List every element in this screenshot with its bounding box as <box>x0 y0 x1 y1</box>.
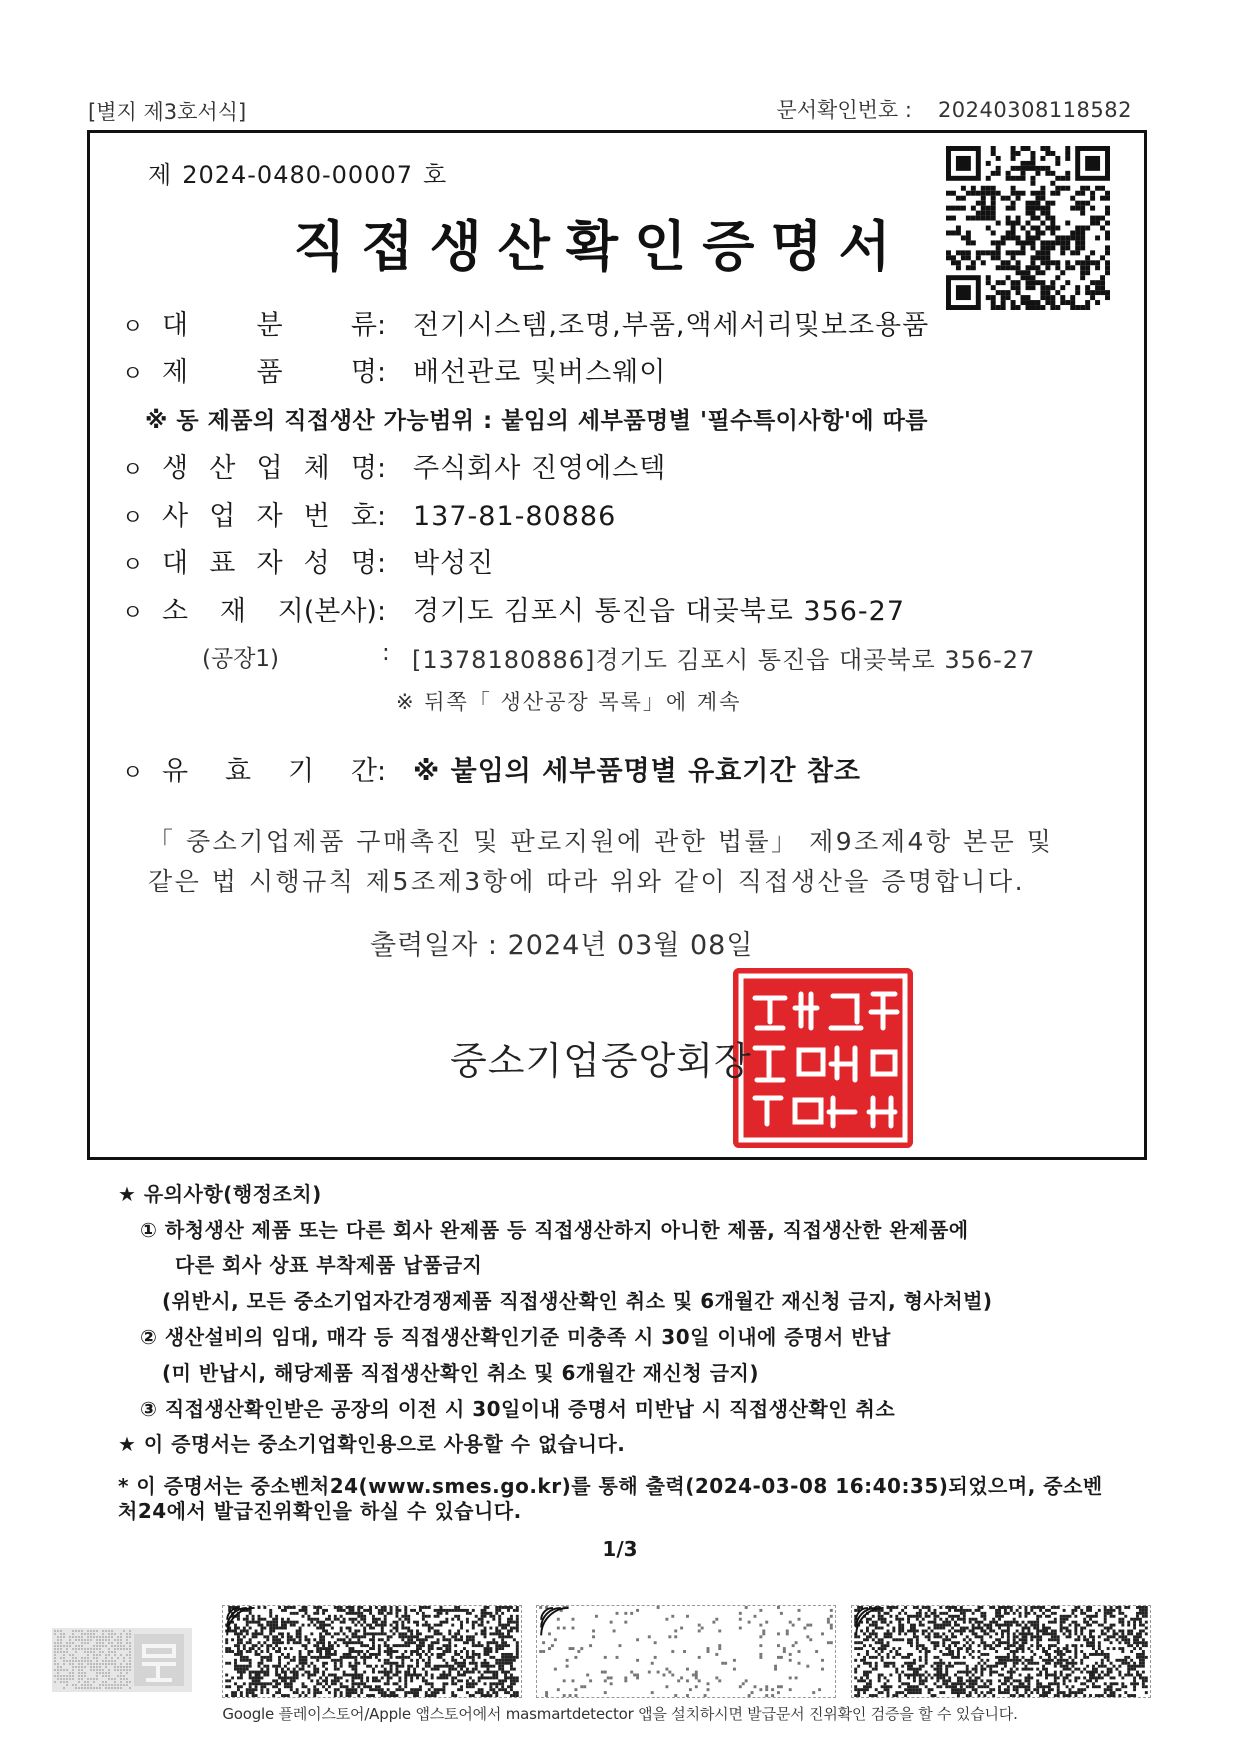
field-key-char: 업 <box>256 453 283 484</box>
field-key-char: 효 <box>224 756 252 787</box>
bullet-icon: ㅇ <box>122 315 144 340</box>
field-key-char: 기 <box>287 756 315 787</box>
doc-check-label: 문서확인번호 : <box>776 98 912 122</box>
field-key-char: 소 <box>162 596 189 627</box>
field-key-char: 제 <box>162 357 189 388</box>
cert-no-value: 2024-0480-00007 <box>182 161 414 189</box>
field-key-char: 자 <box>256 501 283 532</box>
field-value: 전기시스템,조명,부품,액세서리및보조용품 <box>413 310 930 341</box>
confirm-note: ★ 이 증명서는 중소기업확인용으로 사용할 수 없습니다. <box>118 1432 626 1456</box>
form-label: [별지 제3호서식] <box>88 100 247 124</box>
bullet-icon: ㅇ <box>122 506 144 531</box>
security-barcode-3-icon <box>851 1605 1151 1698</box>
security-barcode-2-icon <box>536 1605 836 1698</box>
field-value: 배선관로 및버스웨이 <box>413 357 667 388</box>
legal-text-line2: 같은 법 시행규칙 제5조제3항에 따라 위와 같이 직접생산을 증명합니다. <box>148 867 1026 896</box>
print-note-line1: * 이 증명서는 중소벤처24(www.smes.go.kr)를 통해 출력(2024-03-08 16:40:35)되었으며, 중소벤 <box>118 1474 1103 1498</box>
factory-label: (공장1) <box>202 646 280 672</box>
field-value: ※ 붙임의 세부품명별 유효기간 참조 <box>413 756 861 787</box>
field-key-char: 체 <box>303 453 330 484</box>
legal-text-line1: 「 중소기업제품 구매촉진 및 판로지원에 관한 법률」 제9조제4항 본문 및 <box>148 827 1054 856</box>
certificate-number <box>148 155 447 190</box>
print-note-line2: 처24에서 발급진위확인을 하실 수 있습니다. <box>118 1499 522 1523</box>
factory-colon: : <box>382 640 390 666</box>
factory-value: [1378180886]경기도 김포시 통진읍 대곶북로 356-27 <box>412 646 1036 674</box>
cert-no-suffix: 호 <box>423 161 448 189</box>
field-key-char: 명 <box>350 453 377 484</box>
colon: : <box>377 310 387 341</box>
field-key <box>162 589 377 628</box>
field-biz-no <box>122 494 616 533</box>
field-company <box>122 446 666 485</box>
document-check-number <box>776 94 1132 124</box>
field-key <box>162 541 377 580</box>
field-key-char: 산 <box>209 453 236 484</box>
field-key-char: 품 <box>256 357 283 388</box>
field-key-char: 분 <box>256 310 283 341</box>
bullet-icon: ㅇ <box>122 601 144 626</box>
bullet-icon: ㅇ <box>122 458 144 483</box>
issuer-name: 중소기업중앙회장 <box>450 1039 752 1083</box>
field-key-char: 번 <box>303 501 330 532</box>
field-key-char: 대 <box>162 548 189 579</box>
field-validity <box>122 749 861 788</box>
field-key-char: 류 <box>350 310 377 341</box>
notice-item1-line2: 다른 회사 상표 부착제품 납품금지 <box>175 1253 483 1277</box>
doc-check-value: 20240308118582 <box>937 98 1132 122</box>
certificate-title: 직접생산확인증명서 <box>293 215 907 278</box>
colon: : <box>377 501 387 532</box>
field-key-char: 대 <box>162 310 189 341</box>
field-value: 137-81-80886 <box>413 501 617 532</box>
field-product <box>122 350 666 389</box>
continue-note: ※ 뒤쪽「 생산공장 목록」에 계속 <box>396 690 742 714</box>
field-key-char: 지(본사) <box>277 596 377 627</box>
notice-item3: ③ 직접생산확인받은 공장의 이전 시 30일이내 증명서 미반납 시 직접생산확인 취소 <box>140 1397 896 1421</box>
field-key-char: 생 <box>162 453 189 484</box>
field-key-char: 명 <box>350 357 377 388</box>
field-key <box>162 749 377 788</box>
official-seal-icon <box>733 968 913 1148</box>
notice-item1-line1: ① 하청생산 제품 또는 다른 회사 완제품 등 직접생산하지 아니한 제품, 직접생산한 완제품에 <box>140 1218 969 1242</box>
field-key-char: 성 <box>303 548 330 579</box>
colon: : <box>377 596 387 627</box>
bullet-icon: ㅇ <box>122 761 144 786</box>
verification-mark-icon <box>52 1628 192 1692</box>
field-value: 경기도 김포시 통진읍 대곶북로 356-27 <box>413 596 906 627</box>
colon: : <box>377 453 387 484</box>
colon: : <box>377 756 387 787</box>
field-key <box>162 303 377 342</box>
field-key-char: 유 <box>162 756 189 787</box>
field-key-char: 재 <box>219 596 246 627</box>
cert-no-prefix: 제 <box>148 161 173 189</box>
bullet-icon: ㅇ <box>122 553 144 578</box>
field-key-char: 간 <box>350 756 377 787</box>
app-verification-note: Google 플레이스토어/Apple 앱스토어에서 masmartdetector 앱을 설치하시면 발급문서 진위확인 검증을 할 수 있습니다. <box>222 1705 1018 1723</box>
notice-item2-line2: (미 반납시, 해당제품 직접생산확인 취소 및 6개월간 재신청 금지) <box>162 1361 759 1385</box>
page-number: 1/3 <box>602 1537 638 1561</box>
field-key-char: 명 <box>350 548 377 579</box>
field-key <box>162 446 377 485</box>
field-key <box>162 494 377 533</box>
notice-item1-line3: (위반시, 모든 중소기업자간경쟁제품 직접생산확인 취소 및 6개월간 재신청 금지, 형사처벌) <box>162 1289 993 1313</box>
colon: : <box>377 548 387 579</box>
field-key <box>162 350 377 389</box>
bullet-icon: ㅇ <box>122 362 144 387</box>
field-key-char: 자 <box>256 548 283 579</box>
colon: : <box>377 357 387 388</box>
security-barcode-1-icon <box>222 1605 522 1698</box>
field-key-char: 업 <box>209 501 236 532</box>
field-ceo <box>122 541 494 580</box>
scope-note: ※ 동 제품의 직접생산 가능범위 : 붙임의 세부품명별 '필수특이사항'에 따름 <box>145 408 929 434</box>
field-value: 주식회사 진영에스텍 <box>413 453 667 484</box>
notice-item2-line1: ② 생산설비의 임대, 매각 등 직접생산확인기준 미충족 시 30일 이내에 증명서 반납 <box>140 1325 891 1349</box>
print-date: 출력일자 : 2024년 03월 08일 <box>370 930 754 961</box>
field-value: 박성진 <box>413 548 495 579</box>
notice-heading: ★ 유의사항(행정조치) <box>118 1182 322 1206</box>
field-key-char: 표 <box>209 548 236 579</box>
field-address <box>122 589 905 628</box>
field-category <box>122 303 929 342</box>
field-key-char: 사 <box>162 501 189 532</box>
field-key-char: 호 <box>350 501 377 532</box>
